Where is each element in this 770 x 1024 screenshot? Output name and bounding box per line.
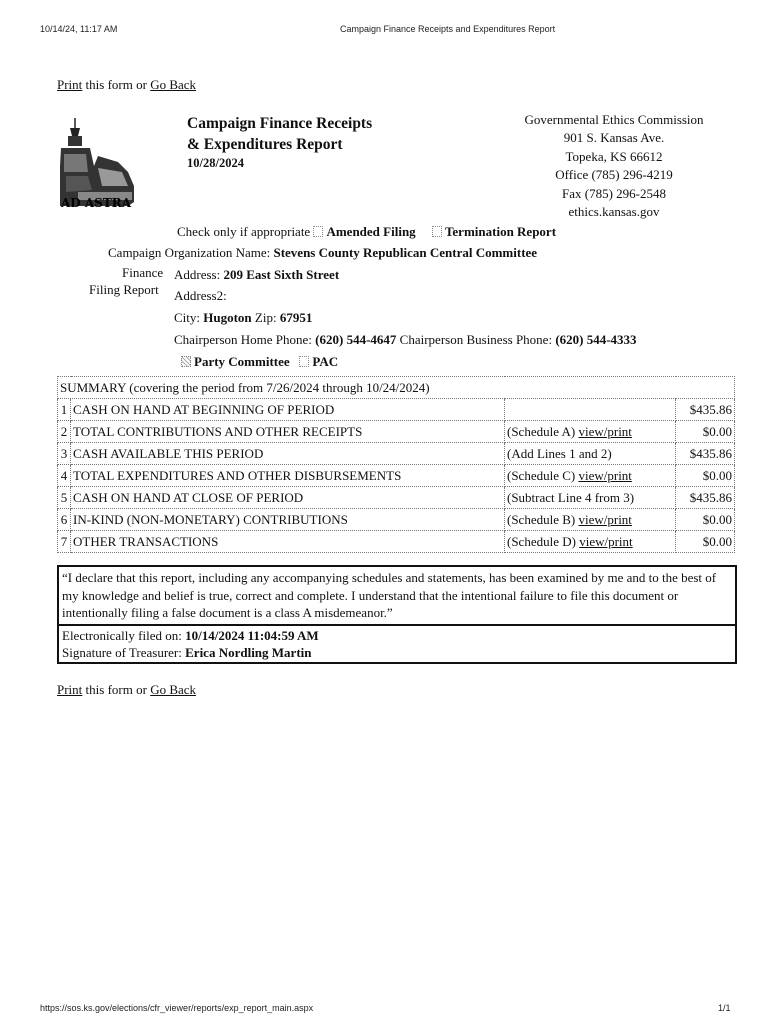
table-row [58,531,735,553]
zip-label: Zip: [254,310,277,325]
declaration-box [57,565,737,664]
print-link[interactable]: Print [57,682,83,697]
home-phone-value: (620) 544-4647 [315,332,397,347]
finance-label: Finance [122,265,164,280]
report-title-line1: Campaign Finance Receipts [187,115,373,132]
view-print-link[interactable]: view/print [579,533,633,549]
filing-type-row [177,224,556,240]
party-committee-label: Party Committee [194,354,290,369]
report-title-line2: & Expenditures Report [187,136,343,153]
business-phone-value: (620) 544-4333 [555,332,637,347]
bottom-nav [57,682,196,698]
commission-line: Fax (785) 296-2548 [562,185,666,201]
row-label: IN-KIND (NON-MONETARY) CONTRIBUTIONS [71,509,505,531]
report-date: 10/28/2024 [187,156,244,170]
row-number: 5 [58,487,71,509]
print-link[interactable]: Print [57,77,83,92]
table-row [58,465,735,487]
row-schedule: (Schedule C) view/print [505,465,676,487]
commission-line: Governmental Ethics Commission [524,112,704,127]
row-schedule: (Schedule A) view/print [505,421,676,443]
row-schedule: (Schedule D) view/print [505,531,676,553]
table-row [58,421,735,443]
row-amount: $435.86 [676,399,735,421]
browser-timestamp: 10/14/24, 11:17 AM [40,24,118,34]
signature-value: Erica Nordling Martin [185,644,312,660]
table-row [58,443,735,465]
filed-on-row [62,627,732,644]
row-number: 2 [58,421,71,443]
party-committee-checkbox[interactable] [181,356,191,367]
browser-page-title: Campaign Finance Receipts and Expenditures Report [340,24,556,34]
row-number: 4 [58,465,71,487]
filed-on-label: Electronically filed on: [62,627,182,643]
address-label: Address: [174,267,221,282]
nav-middle-text: this form or [85,682,147,697]
view-print-link[interactable]: view/print [578,467,632,483]
summary-heading: SUMMARY (covering the period from 7/26/2024 through 10/24/2024) [58,377,735,399]
summary-heading-row [58,377,735,399]
commission-line: Office (785) 296-4219 [555,167,673,183]
row-amount: $0.00 [676,421,735,443]
commission-address-block [486,111,742,221]
row-amount: $435.86 [676,443,735,465]
row-label: OTHER TRANSACTIONS [71,531,505,553]
commission-line: ethics.kansas.gov [568,204,660,220]
declaration-text: “I declare that this report, including any accompanying schedules and statements, has been examined by me and to the best of my knowledge and belief is true, correct and complete. I understand that the intentional failure to file this document or intentionally filing a false document is a class A misdemeanor.” [59,567,735,626]
report-title-block [187,113,372,171]
row-schedule: (Schedule B) view/print [505,509,676,531]
summary-table [57,376,735,553]
view-print-link[interactable]: view/print [578,511,632,527]
row-label: TOTAL CONTRIBUTIONS AND OTHER RECEIPTS [71,421,505,443]
table-row [58,509,735,531]
seal-motto: AD ASTRA [60,196,132,210]
row-number: 7 [58,531,71,553]
kansas-seal-icon [58,116,140,212]
row-label: CASH ON HAND AT CLOSE OF PERIOD [71,487,505,509]
row-number: 3 [58,443,71,465]
amended-filing-checkbox[interactable] [313,226,323,237]
row-number: 6 [58,509,71,531]
signature-row [62,644,732,661]
row-schedule: (Subtract Line 4 from 3) [505,487,676,509]
city-label: City: [174,310,201,325]
pac-checkbox[interactable] [299,356,309,367]
table-row [58,399,735,421]
row-number: 1 [58,399,71,421]
nav-middle-text: this form or [85,77,147,92]
commission-line: 901 S. Kansas Ave. [563,130,665,146]
go-back-link[interactable]: Go Back [150,682,197,697]
row-schedule [505,399,676,421]
table-row [58,487,735,509]
filed-on-value: 10/14/2024 11:04:59 AM [185,627,319,643]
row-label: CASH ON HAND AT BEGINNING OF PERIOD [71,399,505,421]
signature-label: Signature of Treasurer: [62,644,182,660]
row-amount: $0.00 [676,465,735,487]
city-value: Hugoton [203,310,252,325]
address2-label: Address2: [174,288,227,303]
org-name: Stevens County Republican Central Committee [273,245,538,260]
go-back-link[interactable]: Go Back [150,77,197,92]
commission-line: Topeka, KS 66612 [565,148,663,164]
pac-label: PAC [312,354,339,369]
row-amount: $0.00 [676,509,735,531]
view-print-link[interactable]: view/print [578,423,632,439]
top-nav [57,77,196,93]
row-label: TOTAL EXPENDITURES AND OTHER DISBURSEMENTS [71,465,505,487]
filing-report-label: Filing Report [89,282,159,297]
check-prefix: Check only if appropriate [177,224,311,239]
zip-value: 67951 [279,310,313,325]
home-phone-label: Chairperson Home Phone: [174,332,312,347]
termination-report-checkbox[interactable] [432,226,442,237]
browser-url: https://sos.ks.gov/elections/cfr_viewer/reports/exp_report_main.aspx [40,1003,314,1013]
row-schedule: (Add Lines 1 and 2) [505,443,676,465]
city-zip-row [174,310,312,326]
address2-row [174,288,227,304]
address-row [174,267,339,283]
amended-filing-label: Amended Filing [326,224,416,239]
row-label: CASH AVAILABLE THIS PERIOD [71,443,505,465]
committee-type-row [181,354,338,370]
address-value: 209 East Sixth Street [223,267,340,282]
org-name-row [108,245,537,261]
phone-row [174,332,637,348]
row-amount: $0.00 [676,531,735,553]
termination-report-label: Termination Report [444,224,557,239]
filing-info [59,626,735,662]
org-name-label: Campaign Organization Name: [108,245,271,260]
browser-page-number: 1/1 [718,1003,731,1013]
business-phone-label: Chairperson Business Phone: [399,332,553,347]
row-amount: $435.86 [676,487,735,509]
